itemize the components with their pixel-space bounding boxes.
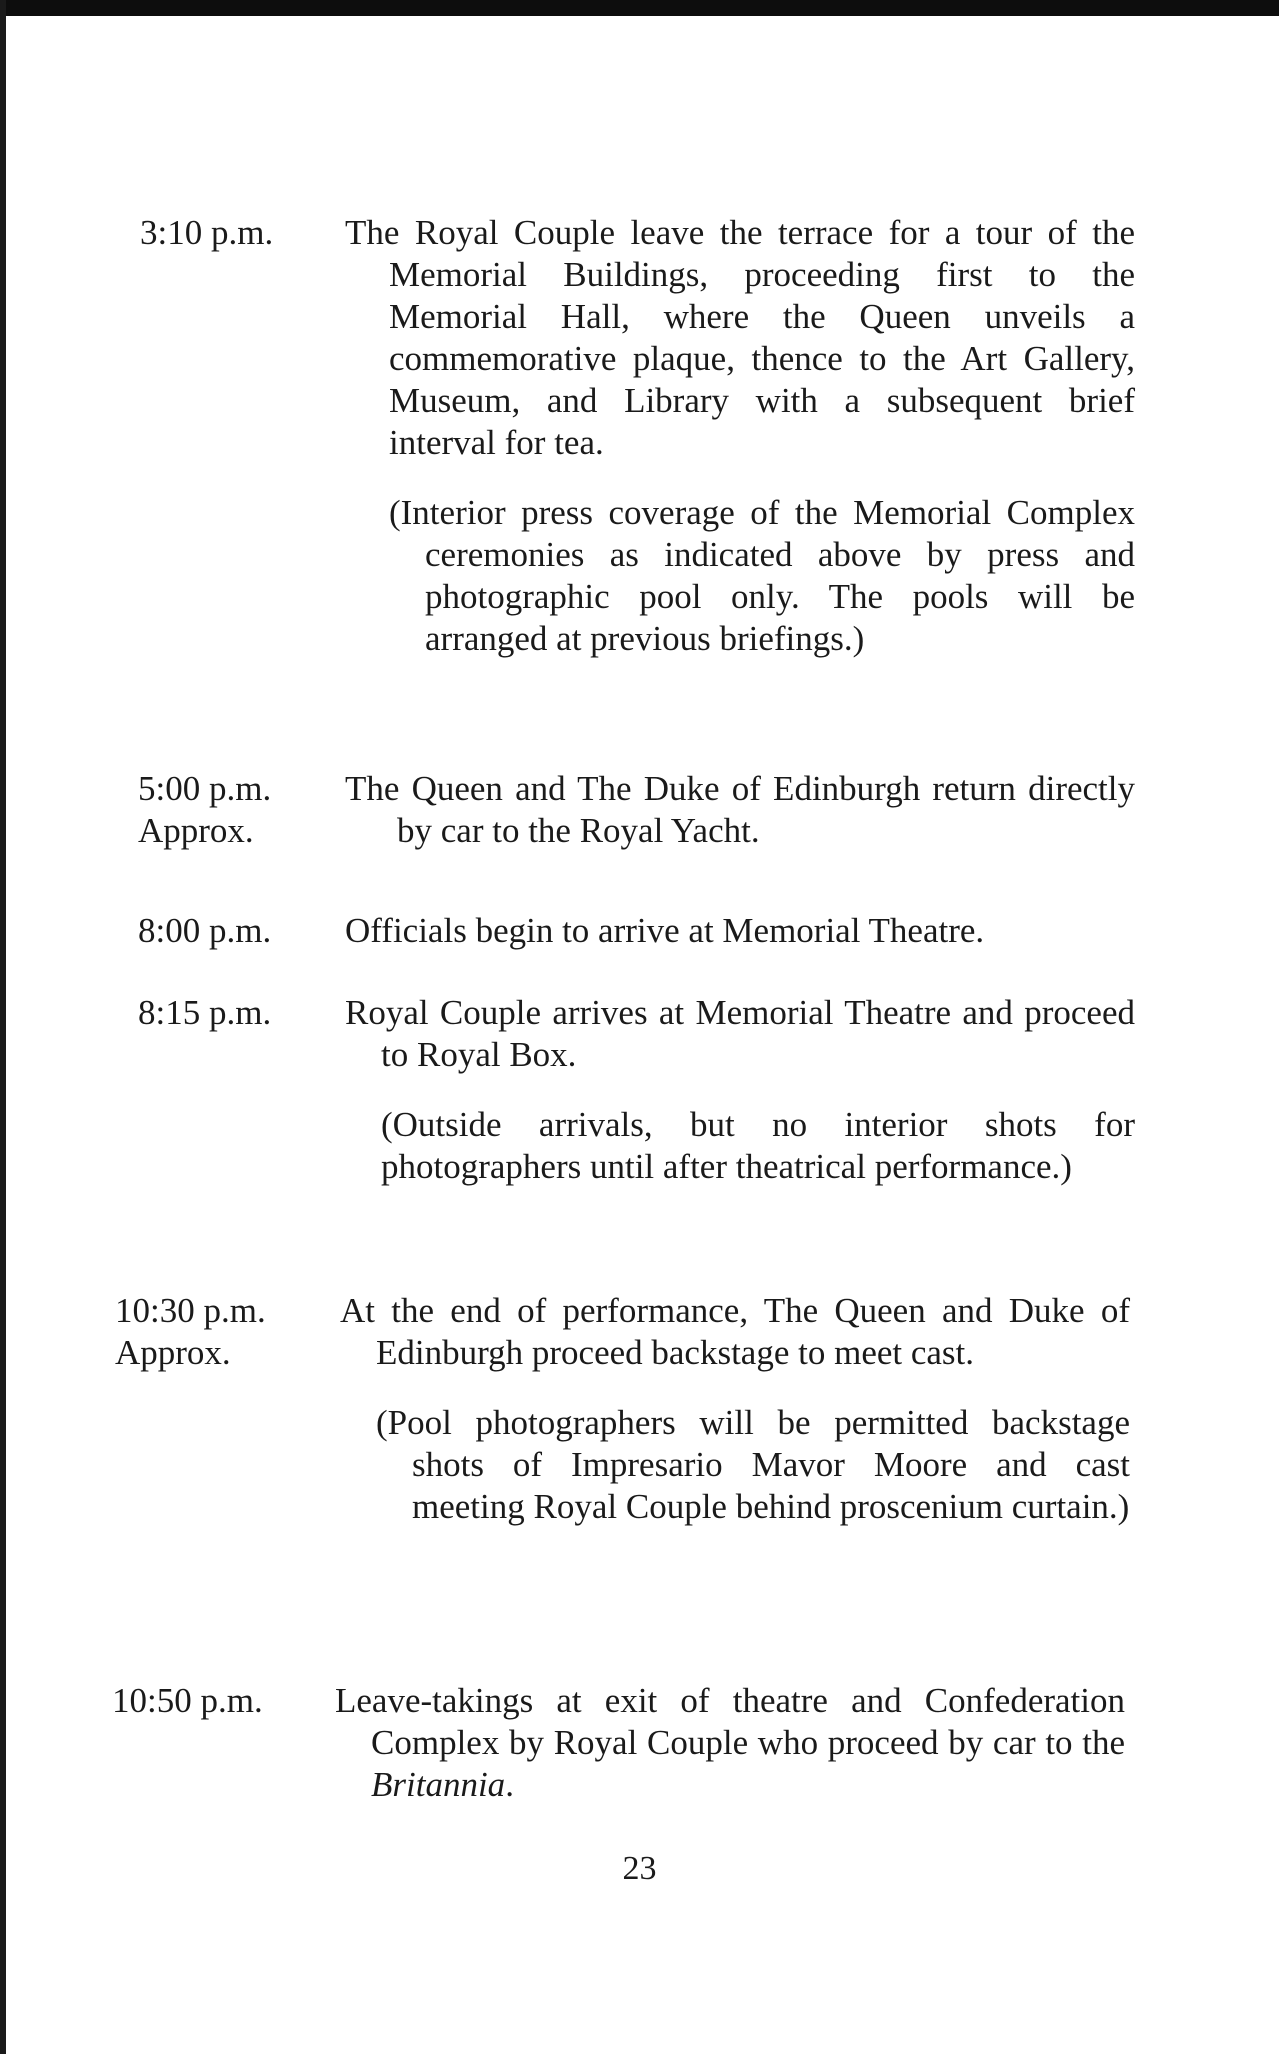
entry-text: Officials begin to arrive at Memorial Theatre.	[345, 911, 985, 950]
entry-time-value: 8:15 p.m.	[138, 993, 272, 1032]
page-number: 23	[622, 1850, 657, 1887]
entry-text: The Queen and The Duke of Edinburgh return directly by car to the Royal Yacht.	[345, 769, 1135, 850]
entry-text	[335, 1680, 1125, 1806]
entry-text: At the end of performance, The Queen and Duke of Edinburgh proceed backstage to meet cast.	[340, 1291, 1130, 1372]
entry-time-qualifier: Approx.	[138, 811, 254, 850]
entry-time-value: 3:10 p.m.	[140, 213, 274, 252]
entry-description	[345, 768, 1135, 852]
entry-time-value: 8:00 p.m.	[138, 911, 272, 950]
entry-description	[345, 910, 1135, 952]
entry-time-value: 10:30 p.m.	[115, 1291, 266, 1330]
entry-description	[345, 212, 1135, 660]
entry-time	[112, 1680, 263, 1722]
entry-note: (Pool photographers will be permitted backstage shots of Impresario Mavor Moore and cast meeting Royal Couple behind proscenium curtain.)	[376, 1403, 1130, 1526]
entry-note: (Outside arrivals, but no interior shots for photographers until after theatrical performance.)	[381, 1105, 1135, 1186]
entry-time	[138, 910, 271, 952]
entry-time-qualifier: Approx.	[115, 1333, 231, 1372]
entry-description	[335, 1680, 1125, 1806]
entry-time	[138, 992, 271, 1034]
entry-description	[345, 992, 1135, 1188]
entry-time	[115, 1290, 266, 1374]
entry-description	[340, 1290, 1130, 1528]
entry-time	[138, 768, 271, 852]
entry-time-value: 10:50 p.m.	[112, 1681, 263, 1720]
entry-note: (Interior press coverage of the Memorial Complex ceremonies as indicated above by press and photographic pool only. The pools will be arranged at previous briefings.)	[389, 493, 1135, 658]
entry-time-value: 5:00 p.m.	[138, 769, 272, 808]
entry-text: Royal Couple arrives at Memorial Theatre and proceed to Royal Box.	[345, 993, 1135, 1074]
entry-text-end: .	[505, 1765, 514, 1804]
entry-text: The Royal Couple leave the terrace for a tour of the Memorial Buildings, proceeding first to the Memorial Hall, where the Queen unveils a commemorative plaque, thence to the Art Gallery, Museum, and Library with a subsequent brief interval for tea.	[345, 213, 1135, 462]
ship-name: Britannia	[371, 1765, 506, 1804]
entry-text-main: Leave-takings at exit of theatre and Confederation Complex by Royal Couple who proceed by car to the	[335, 1681, 1125, 1762]
entry-time	[140, 212, 273, 254]
